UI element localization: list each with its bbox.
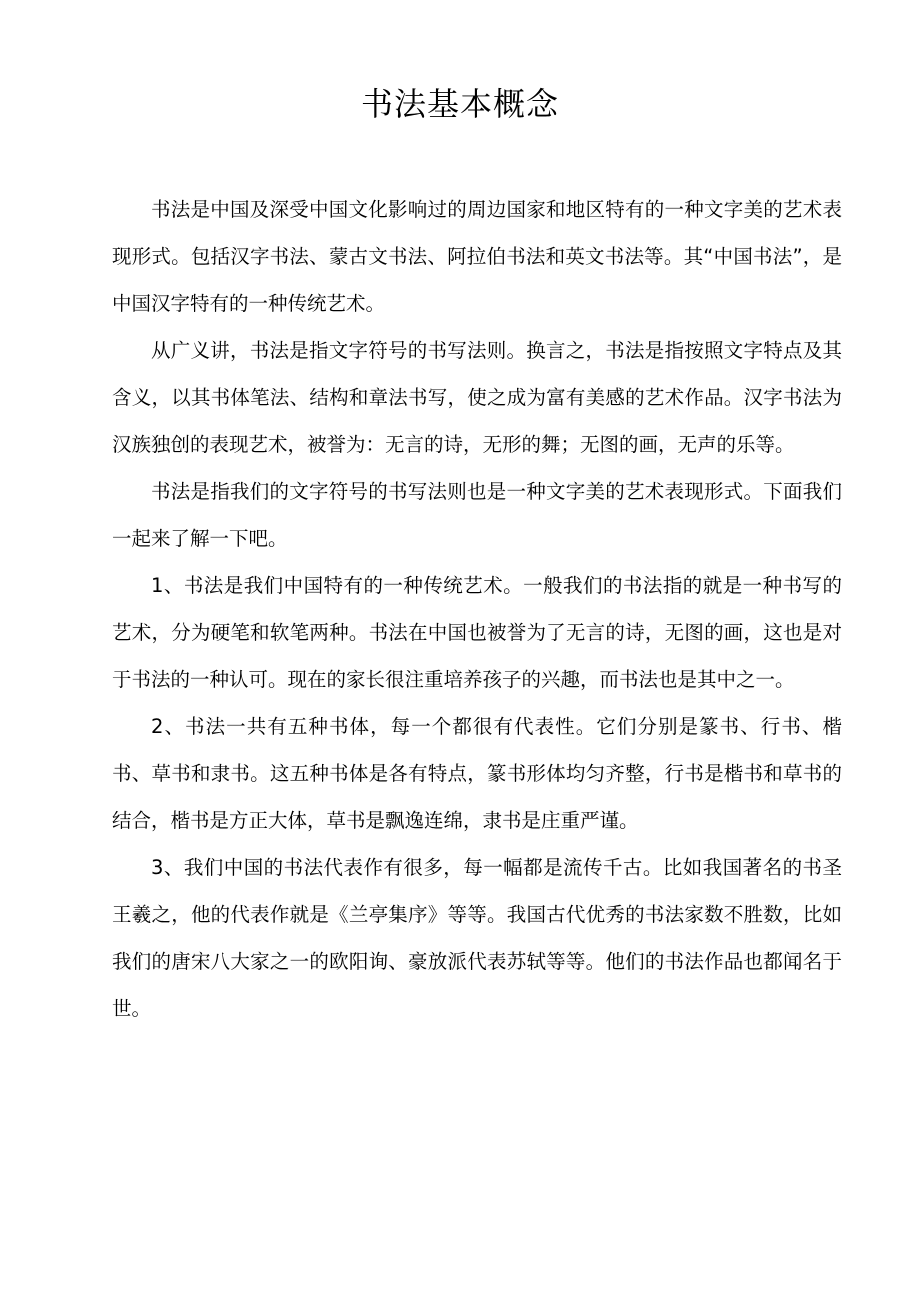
paragraph-broad-definition: 从广义讲，书法是指文字符号的书写法则。换言之，书法是指按照文字特点及其含义，以其书体笔法、结构和章法书写，使之成为富有美感的艺术作品。汉字书法为汉族独创的表现艺术，被誉为：无言的诗，无形的舞；无图的画，无声的乐等。 — [112, 339, 842, 456]
paragraph-point-3: 3、我们中国的书法代表作有很多，每一幅都是流传千古。比如我国著名的书圣王羲之，他的代表作就是《兰亭集序》等等。我国古代优秀的书法家数不胜数，比如我们的唐宋八大家之一的欧阳询、豪放派代表苏轼等等。他们的书法作品也都闻名于世。 — [112, 856, 842, 1020]
paragraph-point-2: 2、书法一共有五种书体，每一个都很有代表性。它们分别是篆书、行书、楷书、草书和隶书。这五种书体是各有特点，篆书形体均匀齐整，行书是楷书和草书的结合，楷书是方正大体，草书是飘逸连绵，隶书是庄重严谨。 — [112, 715, 842, 832]
paragraph-lead-in: 书法是指我们的文字符号的书写法则也是一种文字美的艺术表现形式。下面我们一起来了解一下吧。 — [112, 480, 842, 550]
document-body — [112, 186, 842, 1032]
paragraph-point-1: 1、书法是我们中国特有的一种传统艺术。一般我们的书法指的就是一种书写的艺术，分为硬笔和软笔两种。书法在中国也被誉为了无言的诗，无图的画，这也是对于书法的一种认可。现在的家长很注重培养孩子的兴趣，而书法也是其中之一。 — [112, 574, 842, 691]
document-title: 书法基本概念 — [360, 85, 559, 123]
paragraph-intro: 书法是中国及深受中国文化影响过的周边国家和地区特有的一种文字美的艺术表现形式。包括汉字书法、蒙古文书法、阿拉伯书法和英文书法等。其“中国书法”，是中国汉字特有的一种传统艺术。 — [112, 198, 842, 315]
